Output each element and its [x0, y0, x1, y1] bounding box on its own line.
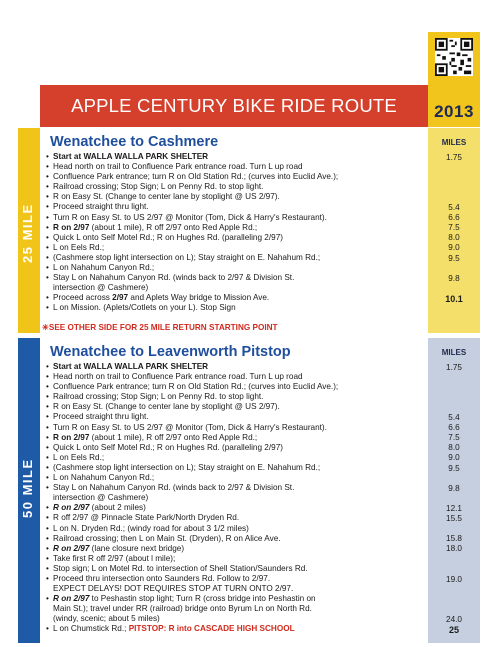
year-label: 2013	[434, 102, 474, 121]
bullet-icon: •	[46, 553, 49, 563]
direction-line	[53, 524, 426, 534]
mileage-value: 19.0	[446, 574, 462, 584]
mileage-value: 18.0	[446, 544, 462, 554]
direction-text: (about 1 mile), R off 2/97 onto Red Apple Rd.;	[89, 222, 258, 232]
bullet-icon: •	[46, 483, 49, 493]
direction-item	[46, 182, 426, 192]
mileage-value: 9.0	[448, 243, 460, 253]
mileage-value: 9.8	[448, 483, 460, 493]
direction-item	[46, 473, 426, 483]
direction-line	[53, 293, 426, 303]
direction-line	[53, 243, 426, 253]
direction-text: Stay L on Nahahum Canyon Rd. (winds back to 2/97 & Division St.	[53, 273, 295, 283]
direction-line	[53, 503, 426, 513]
bullet-icon: •	[46, 242, 49, 252]
direction-line	[53, 544, 426, 554]
direction-line	[53, 463, 426, 473]
bullet-icon: •	[46, 412, 49, 422]
bullet-icon: •	[46, 462, 49, 472]
direction-item	[46, 412, 426, 422]
direction-text: Start at WALLA WALLA PARK SHELTER	[53, 362, 209, 371]
mileage-value: 9.8	[448, 273, 460, 283]
direction-line	[53, 584, 426, 594]
mileage-value: 8.0	[448, 233, 460, 243]
title-banner	[40, 85, 428, 127]
mileage-value: 12.1	[446, 503, 462, 513]
direction-line	[53, 402, 426, 412]
direction-line	[53, 162, 426, 172]
route-50-directions	[46, 362, 426, 635]
direction-item	[46, 483, 426, 503]
bullet-icon: •	[46, 232, 49, 242]
bullet-icon: •	[46, 573, 49, 583]
bullet-icon: •	[46, 362, 49, 371]
direction-highlight: R on 2/97	[53, 432, 90, 442]
bullet-icon: •	[46, 192, 49, 202]
direction-text: Stop sign; L on Motel Rd. to intersection of Shell Station/Saunders Rd.	[53, 563, 308, 573]
route-25-miles-column	[428, 128, 480, 333]
route-50-title: Wenatchee to Leavenworth Pitstop	[50, 344, 291, 360]
direction-text: Head north on trail to Confluence Park entrance road. Turn L up road	[53, 372, 303, 382]
direction-line	[53, 412, 426, 422]
bullet-icon: •	[46, 152, 49, 161]
direction-line	[53, 443, 426, 453]
bullet-icon: •	[46, 432, 49, 442]
direction-text: (about 2 miles)	[89, 503, 146, 513]
direction-text: to Peshastin stop light; Turn R (cross bridge into Peshastin on	[89, 594, 316, 604]
route-25-directions	[46, 152, 426, 314]
route-50-side-label: 50 MILE	[20, 458, 35, 518]
route-25-side-label: 25 MILE	[20, 203, 35, 263]
direction-highlight: 2/97	[112, 293, 129, 303]
bullet-icon: •	[46, 543, 49, 553]
direction-line	[53, 554, 426, 564]
route-25-title: Wenatchee to Cashmere	[50, 134, 219, 150]
direction-text: L on Nahahum Canyon Rd.;	[53, 263, 155, 273]
direction-line	[53, 453, 426, 463]
direction-item	[46, 513, 426, 523]
direction-text: R on Easy St. (Change to center lane by stoplight @ US 2/97).	[53, 192, 280, 202]
direction-item	[46, 213, 426, 223]
direction-item	[46, 392, 426, 402]
direction-line	[53, 273, 426, 283]
mileage-value: 9.5	[448, 463, 460, 473]
bullet-icon: •	[46, 594, 49, 604]
route-25-miles-header: MILES	[441, 138, 467, 147]
bullet-icon: •	[46, 452, 49, 462]
direction-line	[53, 362, 426, 372]
direction-item	[46, 624, 426, 634]
direction-line	[53, 594, 426, 604]
direction-item	[46, 362, 426, 372]
direction-item	[46, 524, 426, 534]
page-title: APPLE CENTURY BIKE RIDE ROUTE	[71, 95, 397, 116]
direction-line	[53, 233, 426, 243]
direction-item	[46, 253, 426, 263]
direction-text: L on Chumstick Rd.;	[53, 624, 129, 634]
direction-text: Proceed thru intersection onto Saunders Rd. Follow to 2/97.	[53, 573, 271, 583]
direction-text: Stay L on Nahahum Canyon Rd. (winds back to 2/97 & Division St.	[53, 483, 295, 493]
direction-line	[53, 624, 426, 634]
pitstop-label: PITSTOP: R into CASCADE HIGH SCHOOL	[128, 624, 295, 634]
direction-text: Head north on trail to Confluence Park entrance road. Turn L up road	[53, 162, 303, 172]
mileage-value: 24.0	[446, 615, 462, 624]
direction-text: (about 1 mile), R off 2/97 onto Red Apple Rd.;	[89, 432, 258, 442]
direction-line	[53, 152, 426, 162]
mileage-value: 15.5	[446, 514, 462, 523]
mileage-value: 5.4	[448, 203, 460, 212]
direction-item	[46, 372, 426, 382]
direction-line	[53, 534, 426, 544]
direction-line	[53, 433, 426, 443]
direction-line	[53, 182, 426, 192]
direction-text: L on Eels Rd.;	[53, 242, 105, 252]
direction-item	[46, 534, 426, 544]
direction-text: (Cashmere stop light intersection on L); Stay straight on E. Nahahum Rd.;	[53, 462, 321, 472]
direction-line	[53, 192, 426, 202]
bullet-icon: •	[46, 563, 49, 573]
bullet-icon: •	[46, 303, 49, 313]
bullet-icon: •	[46, 533, 49, 543]
direction-line	[53, 172, 426, 182]
mileage-value: 10.1	[445, 293, 463, 304]
direction-text: R on Easy St. (Change to center lane by stoplight @ US 2/97).	[53, 402, 280, 412]
mileage-value: 1.75	[446, 362, 462, 372]
route-50-miles-column	[428, 338, 480, 643]
direction-item	[46, 423, 426, 433]
direction-text: R off 2/97 @ Pinnacle State Park/North Dryden Rd.	[53, 513, 240, 523]
direction-highlight: R on 2/97	[53, 594, 90, 604]
direction-text: EXPECT DELAYS! DOT REQUIRES STOP AT TURN ONTO 2/97.	[53, 584, 294, 594]
direction-line	[53, 213, 426, 223]
mileage-value: 7.5	[448, 223, 460, 233]
direction-item	[46, 382, 426, 392]
direction-item	[46, 402, 426, 412]
direction-item	[46, 503, 426, 513]
bullet-icon: •	[46, 182, 49, 192]
direction-item	[46, 192, 426, 202]
direction-line	[53, 604, 426, 614]
direction-item	[46, 273, 426, 293]
bullet-icon: •	[46, 222, 49, 232]
direction-text: Main St.); travel under RR (railroad) bridge onto Byrum Ln on North Rd.	[53, 604, 312, 614]
direction-text: Quick L onto Self Motel Rd.; R on Hughes Rd. (paralleling 2/97)	[53, 232, 283, 242]
direction-line	[53, 372, 426, 382]
mileage-value: 7.5	[448, 433, 460, 443]
direction-item	[46, 243, 426, 253]
bullet-icon: •	[46, 293, 49, 303]
direction-item	[46, 544, 426, 554]
direction-highlight: R on 2/97	[53, 222, 90, 232]
direction-item	[46, 463, 426, 473]
route-25-section	[18, 128, 480, 333]
bullet-icon: •	[46, 162, 49, 172]
direction-text: (lane closure next bridge)	[89, 543, 185, 553]
direction-text: Railroad crossing; then L on Main St. (Dryden), R on Alice Ave.	[53, 533, 281, 543]
direction-line	[53, 283, 426, 293]
direction-item	[46, 564, 426, 574]
bullet-icon: •	[46, 252, 49, 262]
direction-item	[46, 443, 426, 453]
direction-text: L on Eels Rd.;	[53, 452, 105, 462]
direction-line	[53, 303, 426, 313]
mileage-value: 8.0	[448, 443, 460, 453]
direction-text: Turn R on Easy St. to US 2/97 @ Monitor (Tom, Dick & Harry's Restaurant).	[53, 212, 327, 222]
direction-item	[46, 554, 426, 564]
direction-line	[53, 253, 426, 263]
direction-text: Proceed across	[53, 293, 113, 303]
direction-line	[53, 473, 426, 483]
direction-item	[46, 202, 426, 212]
route-50-miles-header: MILES	[441, 348, 467, 357]
bullet-icon: •	[46, 503, 49, 513]
direction-text: Railroad crossing; Stop Sign; L on Penny Rd. to stop light.	[53, 392, 264, 402]
bullet-icon: •	[46, 523, 49, 533]
bullet-icon: •	[46, 382, 49, 392]
direction-item	[46, 574, 426, 594]
direction-item	[46, 293, 426, 303]
direction-item	[46, 162, 426, 172]
direction-line	[53, 423, 426, 433]
bullet-icon: •	[46, 442, 49, 452]
direction-item	[46, 263, 426, 273]
direction-line	[53, 223, 426, 233]
direction-item	[46, 152, 426, 162]
direction-text: L on Mission. (Aplets/Cotlets on your L). Stop Sign	[53, 303, 236, 313]
mileage-value: 9.0	[448, 453, 460, 463]
bullet-icon: •	[46, 392, 49, 402]
direction-text: Proceed straight thru light.	[53, 202, 149, 212]
direction-line	[53, 513, 426, 523]
bullet-icon: •	[46, 422, 49, 432]
direction-line	[53, 574, 426, 584]
bullet-icon: •	[46, 402, 49, 412]
direction-line	[53, 392, 426, 402]
direction-text: (Cashmere stop light intersection on L); Stay straight on E. Nahahum Rd.;	[53, 252, 321, 262]
direction-text: Railroad crossing; Stop Sign; L on Penny Rd. to stop light.	[53, 182, 264, 192]
direction-text: Start at WALLA WALLA PARK SHELTER	[53, 152, 209, 161]
direction-text: L on N. Dryden Rd.; (windy road for about 3 1/2 miles)	[53, 523, 249, 533]
direction-line	[53, 614, 426, 624]
bullet-icon: •	[46, 473, 49, 483]
bullet-icon: •	[46, 172, 49, 182]
direction-item	[46, 172, 426, 182]
direction-item	[46, 233, 426, 243]
bullet-icon: •	[46, 212, 49, 222]
direction-text: Quick L onto Self Motel Rd.; R on Hughes Rd. (paralleling 2/97)	[53, 442, 283, 452]
route-50-section	[18, 338, 480, 643]
bullet-icon: •	[46, 263, 49, 273]
direction-text: and Aplets Way bridge to Mission Ave.	[128, 293, 270, 303]
direction-highlight: R on 2/97	[53, 503, 90, 513]
direction-item	[46, 303, 426, 313]
direction-item	[46, 594, 426, 624]
direction-line	[53, 483, 426, 493]
bullet-icon: •	[46, 513, 49, 523]
bullet-icon: •	[46, 202, 49, 212]
route-sheet	[18, 22, 480, 646]
direction-text: intersection @ Cashmere)	[53, 493, 149, 503]
direction-text: Confluence Park entrance; turn R on Old Station Rd.; (curves into Euclid Ave.);	[53, 382, 339, 392]
mileage-value: 6.6	[448, 423, 460, 433]
mileage-value: 15.8	[446, 534, 462, 544]
direction-text: Take first R off 2/97 (about l mile);	[53, 553, 176, 563]
direction-line	[53, 263, 426, 273]
direction-text: Confluence Park entrance; turn R on Old Station Rd.; (curves into Euclid Ave.);	[53, 172, 339, 182]
bullet-icon: •	[46, 372, 49, 382]
direction-text: L on Nahahum Canyon Rd.;	[53, 473, 155, 483]
direction-text: intersection @ Cashmere)	[53, 283, 149, 293]
bullet-icon: •	[46, 273, 49, 283]
direction-text: Turn R on Easy St. to US 2/97 @ Monitor (Tom, Dick & Harry's Restaurant).	[53, 422, 327, 432]
direction-line	[53, 493, 426, 503]
return-note: ✳SEE OTHER SIDE FOR 25 MILE RETURN STARTING POINT	[42, 323, 278, 332]
direction-line	[53, 382, 426, 392]
direction-item	[46, 223, 426, 233]
direction-highlight: R on 2/97	[53, 543, 90, 553]
mileage-value: 9.5	[448, 253, 460, 263]
direction-line	[53, 564, 426, 574]
mileage-value: 6.6	[448, 213, 460, 223]
direction-line	[53, 202, 426, 212]
qr-code-icon[interactable]	[435, 38, 473, 76]
bullet-icon: •	[46, 624, 49, 634]
direction-text: (windy, scenic; about 5 miles)	[53, 614, 160, 624]
mileage-value: 5.4	[448, 413, 460, 422]
mileage-value: 1.75	[446, 152, 462, 162]
mileage-value: 25	[448, 625, 459, 636]
direction-text: Proceed straight thru light.	[53, 412, 149, 422]
direction-item	[46, 433, 426, 443]
direction-item	[46, 453, 426, 463]
